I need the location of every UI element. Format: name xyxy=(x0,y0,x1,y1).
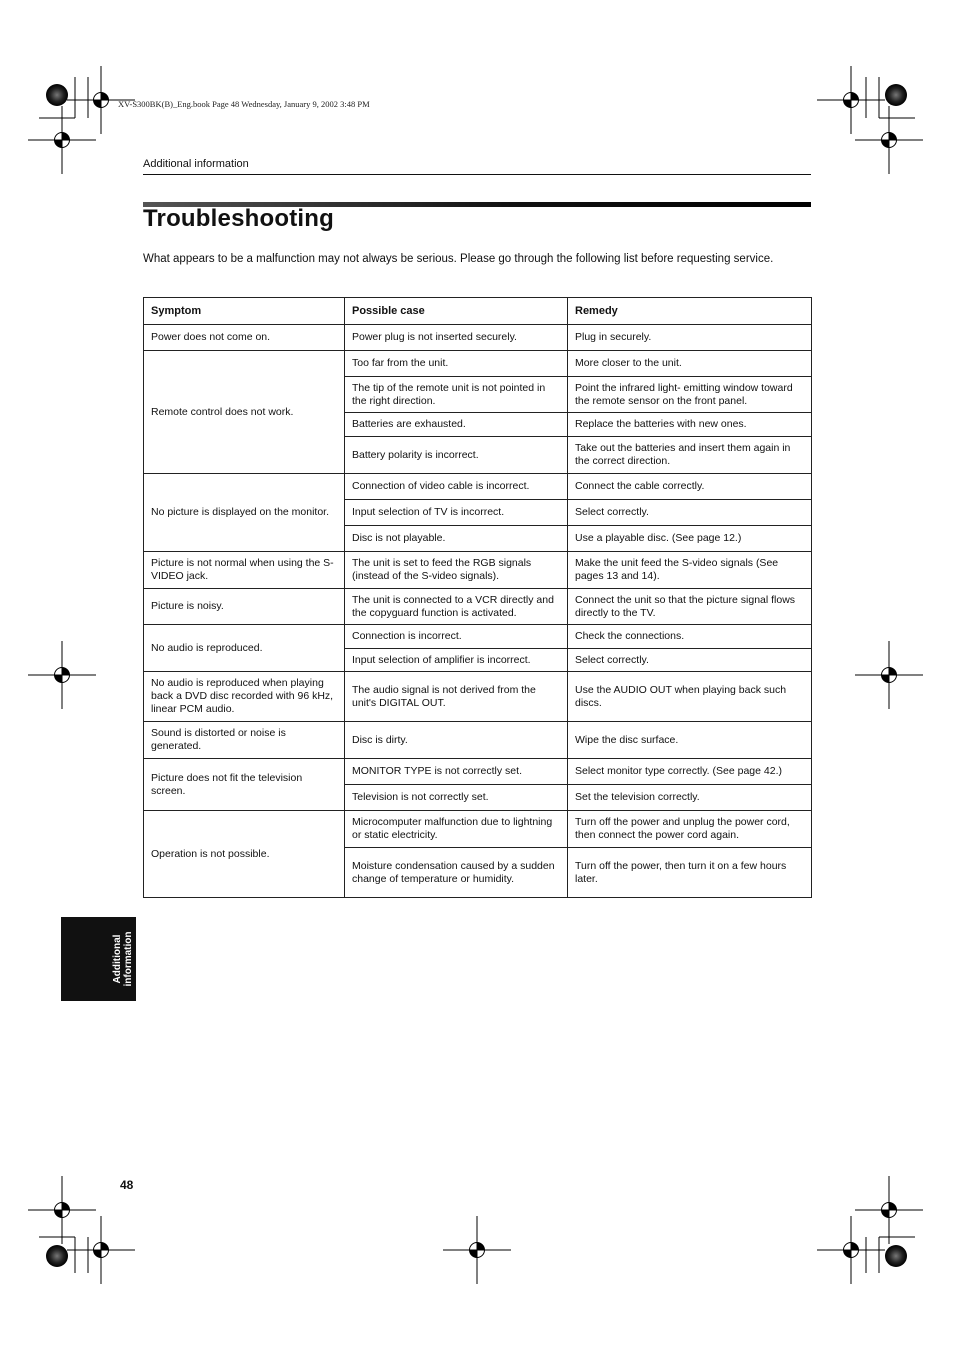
table-row xyxy=(144,474,812,500)
case-cell: Television is not correctly set. xyxy=(345,785,568,811)
header-remedy: Remedy xyxy=(568,298,812,325)
symptom-cell: Picture is noisy. xyxy=(144,589,345,625)
header-divider xyxy=(143,174,811,175)
table-row xyxy=(144,325,812,351)
table-row xyxy=(144,672,812,722)
side-tab-label xyxy=(112,932,134,987)
remedy-cell: Plug in securely. xyxy=(568,325,812,351)
remedy-cell: Make the unit feed the S-video signals (See pages 13 and 14). xyxy=(568,552,812,589)
remedy-cell: Check the connections. xyxy=(568,625,812,649)
symptom-cell: Power does not come on. xyxy=(144,325,345,351)
table-row xyxy=(144,351,812,377)
case-cell: The audio signal is not derived from the unit's DIGITAL OUT. xyxy=(345,672,568,722)
symptom-cell: No audio is reproduced when playing back a DVD disc recorded with 96 kHz, linear PCM audio. xyxy=(144,672,345,722)
remedy-cell: Connect the unit so that the picture signal flows directly to the TV. xyxy=(568,589,812,625)
side-tab-line-2: information xyxy=(123,931,134,987)
page-title: Troubleshooting xyxy=(143,205,334,232)
symptom-cell: Picture does not fit the television screen. xyxy=(144,759,345,811)
case-cell: Batteries are exhausted. xyxy=(345,413,568,437)
remedy-cell: Turn off the power, then turn it on a few hours later. xyxy=(568,848,812,898)
remedy-cell: Point the infrared light- emitting window toward the remote sensor on the front panel. xyxy=(568,377,812,413)
symptom-cell: No picture is displayed on the monitor. xyxy=(144,474,345,552)
remedy-cell: Use the AUDIO OUT when playing back such discs. xyxy=(568,672,812,722)
remedy-cell: More closer to the unit. xyxy=(568,351,812,377)
troubleshooting-table xyxy=(143,297,812,898)
case-cell: Input selection of amplifier is incorrect. xyxy=(345,649,568,672)
case-cell: Connection is incorrect. xyxy=(345,625,568,649)
case-cell: Input selection of TV is incorrect. xyxy=(345,500,568,526)
case-cell: Disc is not playable. xyxy=(345,526,568,552)
page-number: 48 xyxy=(120,1178,134,1192)
symptom-cell: Remote control does not work. xyxy=(144,351,345,474)
symptom-cell: Sound is distorted or noise is generated. xyxy=(144,722,345,759)
case-cell: Battery polarity is incorrect. xyxy=(345,437,568,474)
remedy-cell: Turn off the power and unplug the power cord, then connect the power cord again. xyxy=(568,811,812,848)
remedy-cell: Select correctly. xyxy=(568,500,812,526)
case-cell: Microcomputer malfunction due to lightning or static electricity. xyxy=(345,811,568,848)
remedy-cell: Wipe the disc surface. xyxy=(568,722,812,759)
side-tab-line-1: Additional xyxy=(112,934,123,984)
case-cell: MONITOR TYPE is not correctly set. xyxy=(345,759,568,785)
section-header: Additional information xyxy=(143,158,249,170)
case-cell: Disc is dirty. xyxy=(345,722,568,759)
table-row xyxy=(144,552,812,589)
symptom-cell: Picture is not normal when using the S-VIDEO jack. xyxy=(144,552,345,589)
symptom-cell: Operation is not possible. xyxy=(144,811,345,898)
table-header-row xyxy=(144,298,812,325)
symptom-cell: No audio is reproduced. xyxy=(144,625,345,672)
remedy-cell: Use a playable disc. (See page 12.) xyxy=(568,526,812,552)
case-cell: Power plug is not inserted securely. xyxy=(345,325,568,351)
case-cell: The unit is set to feed the RGB signals (instead of the S-video signals). xyxy=(345,552,568,589)
header-symptom: Symptom xyxy=(144,298,345,325)
table-row xyxy=(144,759,812,785)
table-row xyxy=(144,625,812,649)
remedy-cell: Select correctly. xyxy=(568,649,812,672)
case-cell: Too far from the unit. xyxy=(345,351,568,377)
case-cell: The tip of the remote unit is not pointed in the right direction. xyxy=(345,377,568,413)
print-info-line: XV-S300BK(B)_Eng.book Page 48 Wednesday, January 9, 2002 3:48 PM xyxy=(118,99,370,109)
remedy-cell: Connect the cable correctly. xyxy=(568,474,812,500)
header-possible-case: Possible case xyxy=(345,298,568,325)
table-row xyxy=(144,722,812,759)
table-row xyxy=(144,811,812,848)
table-row xyxy=(144,589,812,625)
case-cell: Connection of video cable is incorrect. xyxy=(345,474,568,500)
remedy-cell: Set the television correctly. xyxy=(568,785,812,811)
remedy-cell: Replace the batteries with new ones. xyxy=(568,413,812,437)
case-cell: Moisture condensation caused by a sudden change of temperature or humidity. xyxy=(345,848,568,898)
remedy-cell: Select monitor type correctly. (See page 42.) xyxy=(568,759,812,785)
intro-paragraph: What appears to be a malfunction may not always be serious. Please go through the following list before requesting service. xyxy=(143,253,774,265)
remedy-cell: Take out the batteries and insert them again in the correct direction. xyxy=(568,437,812,474)
case-cell: The unit is connected to a VCR directly and the copyguard function is activated. xyxy=(345,589,568,625)
